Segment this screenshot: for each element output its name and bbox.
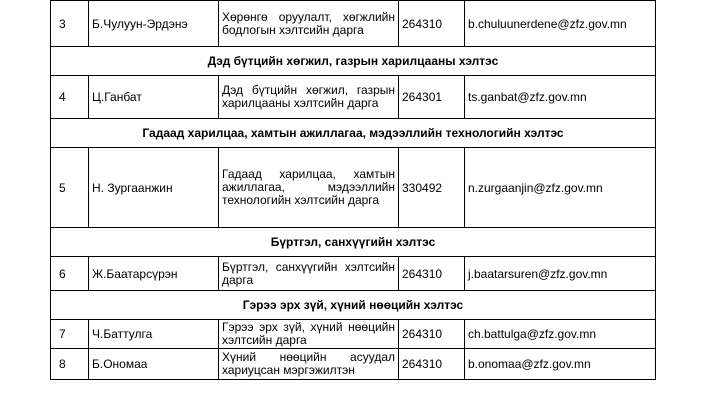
staff-name: Н. Зургаанжин (89, 148, 219, 228)
staff-phone: 330492 (399, 148, 465, 228)
staff-name: Ч.Баттулга (89, 320, 219, 349)
staff-phone: 264301 (399, 76, 465, 119)
row-number: 3 (51, 1, 89, 47)
department-header-row (51, 228, 656, 257)
staff-email: j.baatarsuren@zfz.gov.mn (465, 257, 656, 291)
staff-name: Б.Чулуун-Эрдэнэ (89, 1, 219, 47)
staff-phone: 264310 (399, 1, 465, 47)
staff-email: b.chuluunerdene@zfz.gov.mn (465, 1, 656, 47)
staff-phone: 264310 (399, 257, 465, 291)
row-number: 8 (51, 349, 89, 380)
staff-position: Хөрөнгө оруулалт, хөгжлийн бодлогын хэлтсийн дарга (219, 1, 399, 47)
staff-contact-table (50, 0, 656, 380)
table-row (51, 1, 656, 47)
department-title: Гадаад харилцаа, хамтын ажиллагаа, мэдээллийн технологийн хэлтэс (51, 119, 656, 148)
staff-email: n.zurgaanjin@zfz.gov.mn (465, 148, 656, 228)
table-row (51, 349, 656, 380)
staff-position: Бүртгэл, санхүүгийн хэлтсийн дарга (219, 257, 399, 291)
row-number: 5 (51, 148, 89, 228)
row-number: 6 (51, 257, 89, 291)
staff-contact-table-page (50, 0, 655, 380)
department-header-row (51, 291, 656, 320)
staff-name: Ц.Ганбат (89, 76, 219, 119)
staff-position: Гадаад харилцаа, хамтын ажиллагаа, мэдээллийн технологийн хэлтсийн дарга (219, 148, 399, 228)
staff-contact-table-body (51, 1, 656, 380)
staff-email: ch.battulga@zfz.gov.mn (465, 320, 656, 349)
row-number: 4 (51, 76, 89, 119)
staff-position: Хүний нөөцийн асуудал хариуцсан мэргэжилтэн (219, 349, 399, 380)
department-header-row (51, 47, 656, 76)
staff-phone: 264310 (399, 320, 465, 349)
department-title: Гэрээ эрх зүй, хүний нөөцийн хэлтэс (51, 291, 656, 320)
staff-position: Дэд бүтцийн хөгжил, газрын харилцааны хэлтсийн дарга (219, 76, 399, 119)
table-row (51, 76, 656, 119)
staff-phone: 264310 (399, 349, 465, 380)
table-row (51, 320, 656, 349)
table-row (51, 148, 656, 228)
staff-name: Ж.Баатарсүрэн (89, 257, 219, 291)
department-title: Бүртгэл, санхүүгийн хэлтэс (51, 228, 656, 257)
staff-email: b.onomaa@zfz.gov.mn (465, 349, 656, 380)
table-row (51, 257, 656, 291)
staff-email: ts.ganbat@zfz.gov.mn (465, 76, 656, 119)
staff-name: Б.Ономаа (89, 349, 219, 380)
department-title: Дэд бүтцийн хөгжил, газрын харилцааны хэлтэс (51, 47, 656, 76)
department-header-row (51, 119, 656, 148)
staff-position: Гэрээ эрх зүй, хүний нөөцийн хэлтсийн дарга (219, 320, 399, 349)
row-number: 7 (51, 320, 89, 349)
